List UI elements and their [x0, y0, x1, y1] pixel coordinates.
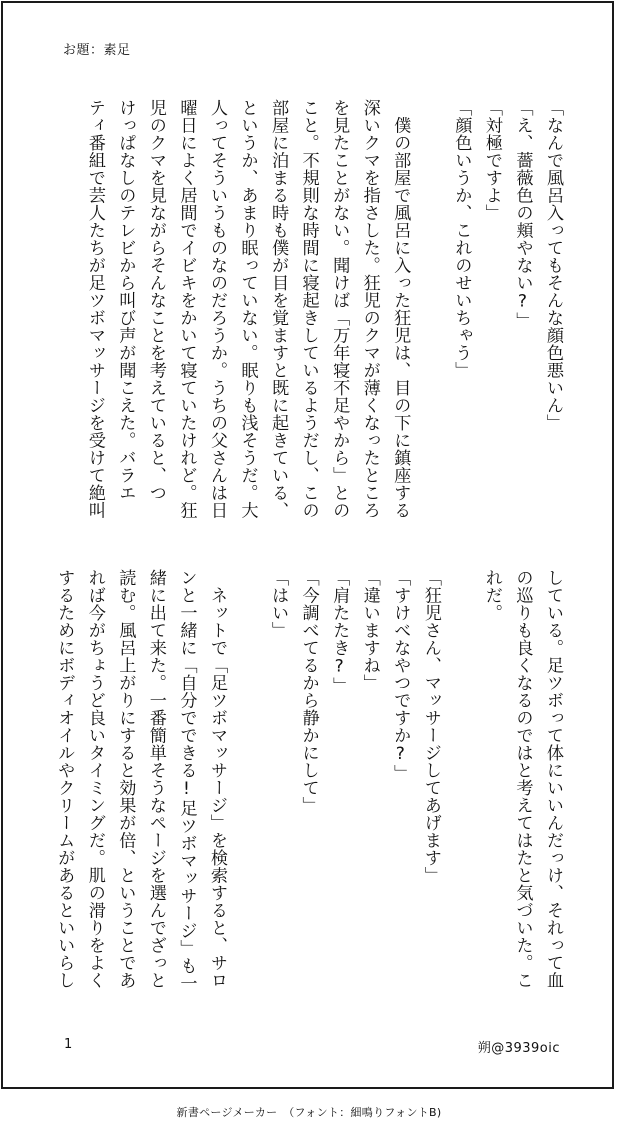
text-line: けっぱなしのテレビから叫び声が聞こえた。バラエ — [115, 99, 136, 502]
text-line: 「対極ですよ」 — [481, 99, 502, 222]
lower-text-block — [48, 569, 568, 999]
text-line: 「はい」 — [268, 569, 289, 639]
text-line: 「え、薔薇色の頬やない?」 — [512, 99, 533, 330]
text-line: 僕の部屋で風呂に入った狂児は、目の下に鎮座する — [390, 99, 411, 519]
author-handle: 朔@3939oic — [477, 1041, 560, 1056]
text-line: 「狂児さん、マッサージしてあげます」 — [420, 569, 441, 884]
topic-label: お題：素足 — [63, 43, 131, 58]
text-line: こと。不規則な時間に寝起きしているようだし、この — [298, 99, 319, 519]
text-line: ンと一緒に「自分でできる!足ツボマッサージ」も一 — [176, 569, 197, 992]
text-line: している。足ツボって体にいいんだっけ、それって血 — [543, 569, 563, 989]
text-line: 「なんで風呂入ってもそんな顔色悪いん」 — [543, 99, 563, 432]
text-line: 部屋に泊まる時も僕が目を覚ますと既に起きている、 — [268, 99, 289, 519]
text-line: するためにボディオイルやクリームがあるといいらし — [54, 569, 75, 989]
text-line — [446, 569, 477, 999]
text-line: 「肩たたき?」 — [329, 569, 350, 695]
text-line: れだ。 — [481, 569, 502, 622]
text-line: 「今調べてるから静かにして」 — [298, 569, 319, 814]
text-line: 人ってそういうものなのだろうか。うちの父さんは日 — [206, 99, 227, 519]
text-line: というか、あまり眠っていない。眠りも浅そうだ。大 — [237, 99, 258, 519]
text-line: 読む。風呂上がりにすると効果が倍、ということであ — [115, 569, 136, 989]
novel-page — [1, 1, 614, 1089]
text-line: ティ番組で芸人たちが足ツボマッサージを受けて絶叫 — [84, 99, 105, 519]
text-line: を見たことがない。聞けば「万年寝不足やから」との — [329, 99, 350, 519]
text-line: 深いクマを指さした。狂児のクマが薄くなったところ — [359, 99, 380, 519]
text-line: 「顔色いうか、これのせいちゃう」 — [451, 99, 472, 379]
text-line: ネットで「足ツボマッサージ」を検索すると、サロ — [206, 569, 227, 989]
text-line: 「すけべなやつですか?」 — [390, 569, 411, 782]
text-line: れば今がちょうど良いタイミングだ。肌の滑りをよく — [84, 569, 105, 989]
text-line — [415, 99, 446, 529]
text-line: 曜日によく居間でイビキをかいて寝ていたけれど。狂 — [176, 99, 197, 519]
upper-text-block — [48, 99, 568, 529]
text-line: 児のクマを見ながらそんなことを考えていると、つ — [145, 99, 166, 502]
text-line: の巡りも良くなるのではと考えてはたと気づいた。こ — [512, 569, 533, 989]
page-number: 1 — [64, 1037, 73, 1052]
text-line — [232, 569, 263, 999]
text-line: 「違いますね」 — [359, 569, 380, 692]
text-line: 緒に出て来た。一番簡単そうなページを選んでざっと — [145, 569, 166, 989]
generator-credit: 新書ページメーカー （フォント：細鳴りフォントB) — [176, 1106, 442, 1119]
